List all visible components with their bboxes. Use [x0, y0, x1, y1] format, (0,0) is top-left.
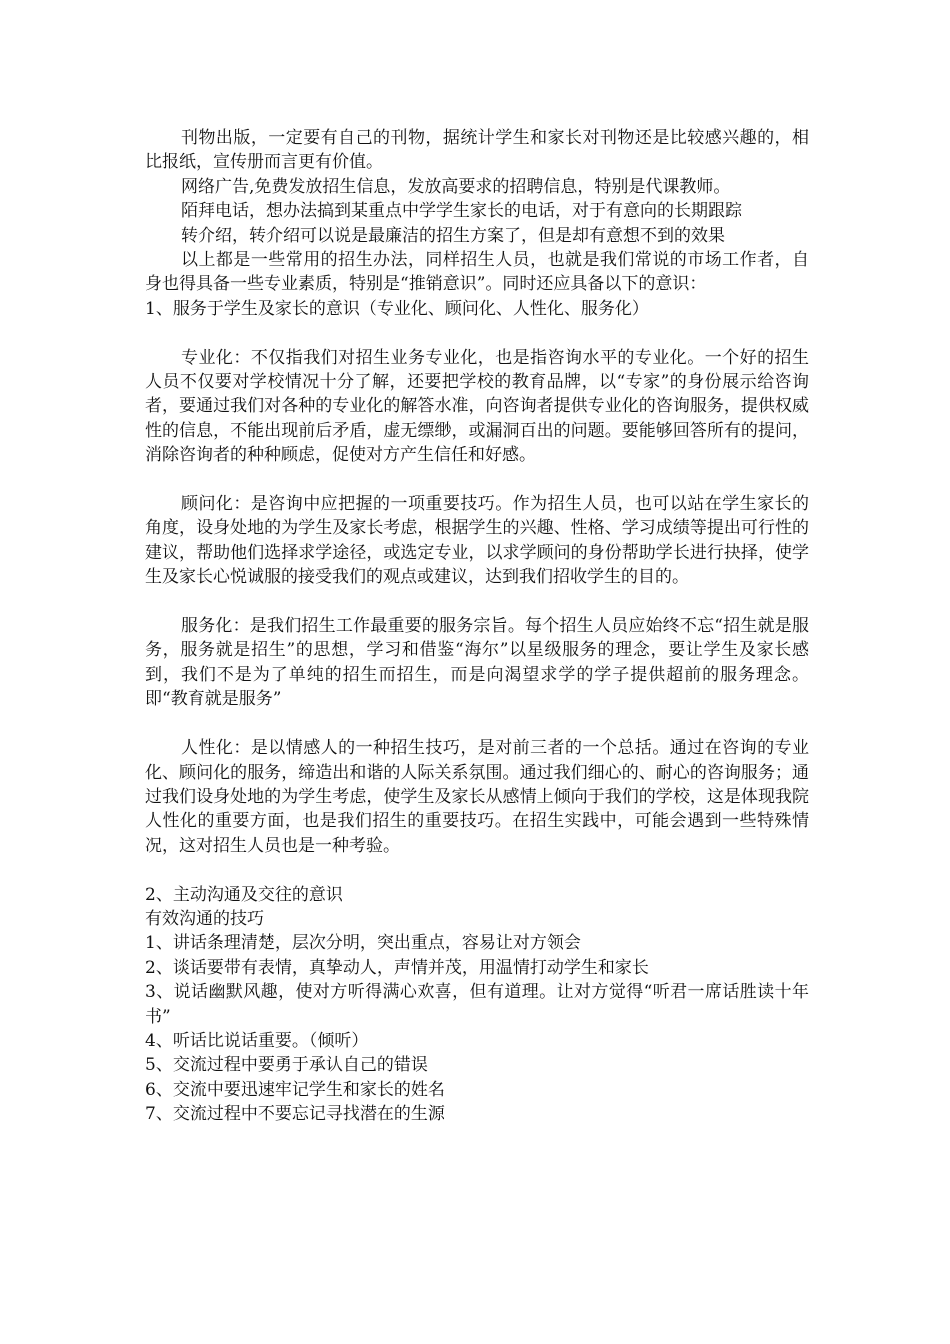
spacer — [145, 712, 809, 736]
subheading-communication-skills: 有效沟通的技巧 — [145, 908, 264, 929]
list-item: 7、交流过程中不要忘记寻找潜在的生源 — [145, 1104, 445, 1125]
list-item: 5、交流过程中要勇于承认自己的错误 — [145, 1055, 428, 1076]
paragraph-service: 服务化：是我们招生工作最重要的服务宗旨。每个招生人员应始终不忘“招生就是服务，服务就是招生”的思想，学习和借鉴“海尔”以星级服务的理念，要让学生及家长感到，我们不是为了单纯的招生而招生，而是向渴望求学的学子提供超前的服务理念。即“教育就是服务” — [145, 616, 809, 710]
spacer — [145, 321, 809, 345]
list-item: 2、谈话要带有表情，真挚动人，声情并茂，用温情打动学生和家长 — [145, 957, 649, 978]
spacer — [145, 590, 809, 614]
paragraph-summary: 以上都是一些常用的招生办法，同样招生人员，也就是我们常说的市场工作者，自身也得具备一些专业素质，特别是“推销意识”。同时还应具备以下的意识： — [145, 250, 809, 295]
spacer — [145, 858, 809, 882]
paragraph-humanized: 人性化：是以情感人的一种招生技巧，是对前三者的一个总括。通过在咨询的专业化、顾问化的服务，缔造出和谐的人际关系氛围。通过我们细心的、耐心的咨询服务；通过我们设身处地的为学生考虑，使学生及家长从感情上倾向于我们的学校，这是体现我院人性化的重要方面，也是我们招生的重要技巧。在招生实践中，可能会遇到一些特殊情况，这对招生人员也是一种考验。 — [145, 738, 809, 856]
section-heading-communication: 2、主动沟通及交往的意识 — [145, 884, 343, 905]
paragraph-cold-calls: 陌拜电话，想办法搞到某重点中学学生家长的电话，对于有意向的长期跟踪 — [181, 201, 742, 222]
paragraph-online-ads: 网络广告,免费发放招生信息，发放高要求的招聘信息，特别是代课教师。 — [181, 176, 731, 197]
paragraph-publication: 刊物出版，一定要有自己的刊物，据统计学生和家长对刊物还是比较感兴趣的，相比报纸，宣传册而言更有价值。 — [145, 128, 809, 173]
paragraph-referral: 转介绍，转介绍可以说是最廉洁的招生方案了，但是却有意想不到的效果 — [181, 225, 725, 246]
section-heading-service-awareness: 1、服务于学生及家长的意识（专业化、顾问化、人性化、服务化） — [145, 298, 649, 319]
spacer — [145, 468, 809, 492]
list-item: 3、说话幽默风趣，使对方听得满心欢喜，但有道理。让对方觉得“听君一席话胜读十年书” — [145, 982, 809, 1027]
paragraph-professional: 专业化：不仅指我们对招生业务专业化，也是指咨询水平的专业化。一个好的招生人员不仅要对学校情况十分了解，还要把学校的教育品牌，以“专家”的身份展示给咨询者，要通过我们对各种的专业化的解答水准，向咨询者提供专业化的咨询服务，提供权威性的信息，不能出现前后矛盾，虚无缥缈，或漏洞百出的问题。要能够回答所有的提问，消除咨询者的种种顾虑，促使对方产生信任和好感。 — [145, 347, 809, 466]
document-body — [145, 126, 809, 1127]
list-item: 4、听话比说话重要。（倾听） — [145, 1030, 369, 1051]
paragraph-advisory: 顾问化：是咨询中应把握的一项重要技巧。作为招生人员，也可以站在学生家长的角度，设身处地的为学生及家长考虑，根据学生的兴趣、性格、学习成绩等提出可行性的建议，帮助他们选择求学途径，或选定专业，以求学顾问的身份帮助学长进行抉择，使学生及家长心悦诚服的接受我们的观点或建议，达到我们招收学生的目的。 — [145, 494, 809, 588]
list-item: 6、交流中要迅速牢记学生和家长的姓名 — [145, 1079, 445, 1100]
list-item: 1、讲话条理清楚，层次分明，突出重点，容易让对方领会 — [145, 933, 581, 954]
